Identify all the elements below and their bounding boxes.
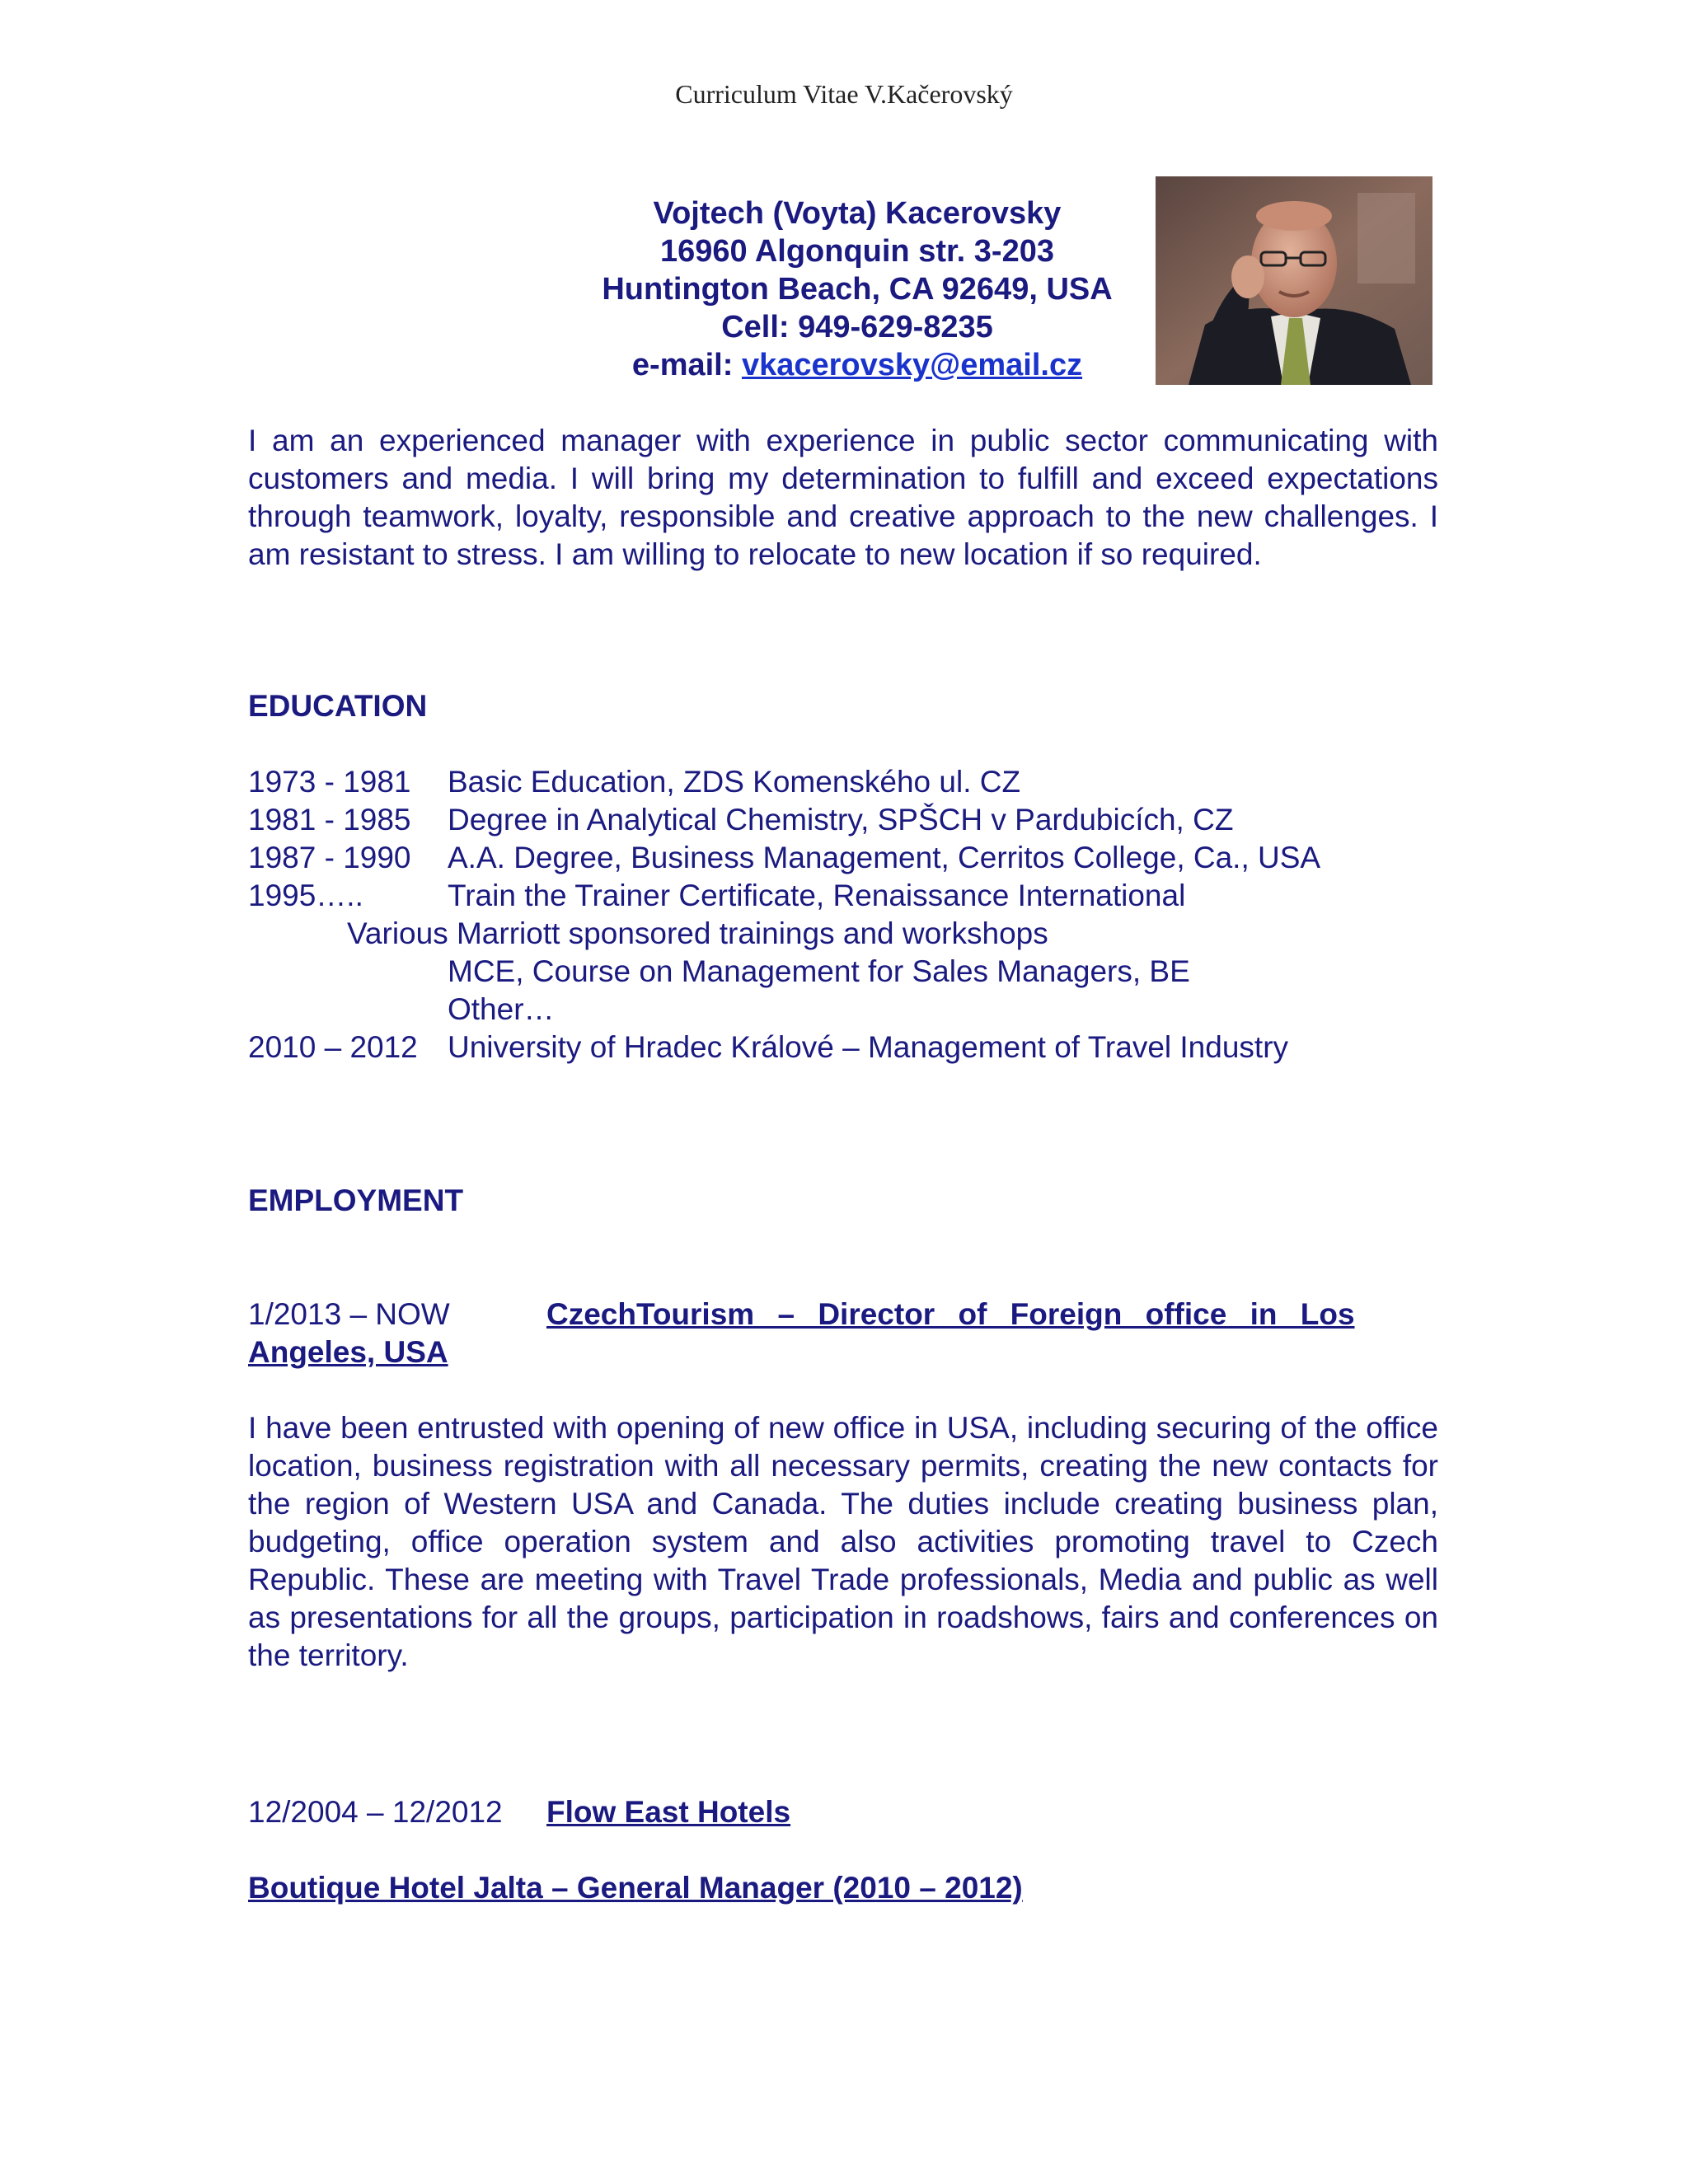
education-row	[248, 877, 1438, 915]
education-years: 1981 - 1985	[248, 803, 411, 837]
job1-title-continued: Angeles, USA	[248, 1335, 448, 1369]
email-link[interactable]: vkacerovsky@email.cz	[741, 348, 1083, 382]
job2-position: Boutique Hotel Jalta – General Manager (2010 – 2012)	[248, 1871, 1023, 1905]
education-heading: EDUCATION	[248, 689, 428, 723]
education-years: 1995…..	[248, 879, 363, 912]
education-years: 2010 – 2012	[248, 1030, 418, 1064]
education-text: A.A. Degree, Business Management, Cerritos College, Ca., USA	[448, 841, 1321, 874]
portrait-photo	[1156, 176, 1432, 385]
job2-dates: 12/2004 – 12/2012	[248, 1795, 503, 1829]
education-list	[248, 763, 1438, 1066]
education-text: University of Hradec Králové – Management of Travel Industry	[448, 1030, 1289, 1064]
job2-title-row	[248, 1793, 1438, 1831]
job1-header	[248, 1296, 1460, 1371]
contact-email-line	[495, 346, 1220, 384]
education-years: 1973 - 1981	[248, 765, 411, 799]
education-text: Train the Trainer Certificate, Renaissance International	[448, 879, 1186, 912]
contact-cell: Cell: 949-629-8235	[721, 310, 993, 344]
education-row	[248, 801, 1438, 839]
employment-heading: EMPLOYMENT	[248, 1183, 464, 1217]
job1-title-row	[248, 1296, 1460, 1333]
job1-description: I have been entrusted with opening of new office in USA, including securing of the office location, business registration with all necessary permits, creating the new contacts for the region of Western USA and Canada. The duties include creating business plan, budgeting, office operation system and also activities promoting travel to Czech Republic. These are meeting with Travel Trade professionals, Media and public as well as presentations for all the groups, participation in roadshows, fairs and conferences on the territory.	[248, 1411, 1438, 1672]
job1-title: CzechTourism – Director of Foreign office in Los	[546, 1297, 1355, 1331]
contact-block	[495, 194, 1220, 384]
education-text: Degree in Analytical Chemistry, SPŠCH v Pardubicích, CZ	[448, 803, 1234, 837]
education-text: Basic Education, ZDS Komenského ul. CZ	[448, 765, 1021, 799]
job1-dates: 1/2013 – NOW	[248, 1297, 450, 1331]
email-label: e-mail:	[631, 348, 742, 382]
education-years: 1987 - 1990	[248, 841, 411, 874]
job2-header	[248, 1793, 1438, 1831]
education-marriott-line: Various Marriott sponsored trainings and workshops	[347, 916, 1048, 950]
contact-name: Vojtech (Voyta) Kacerovsky	[653, 196, 1062, 231]
contact-street: 16960 Algonquin str. 3-203	[660, 234, 1054, 269]
running-header: Curriculum Vitae V.Kačerovský	[675, 79, 1013, 109]
summary-paragraph: I am an experienced manager with experience in public sector communicating with customers and media. I will bring my determination to fulfill and exceed expectations through teamwork, loyalty, responsible and creative approach to the new challenges. I am resistant to stress. I am willing to relocate to new location if so required.	[248, 424, 1438, 571]
job2-company: Flow East Hotels	[546, 1795, 791, 1829]
education-other-line: Other…	[448, 992, 555, 1026]
contact-city: Huntington Beach, CA 92649, USA	[602, 272, 1113, 307]
education-row	[248, 763, 1438, 801]
education-row	[248, 1029, 1438, 1066]
education-mce-line: MCE, Course on Management for Sales Managers, BE	[448, 954, 1190, 988]
education-row	[248, 839, 1438, 877]
